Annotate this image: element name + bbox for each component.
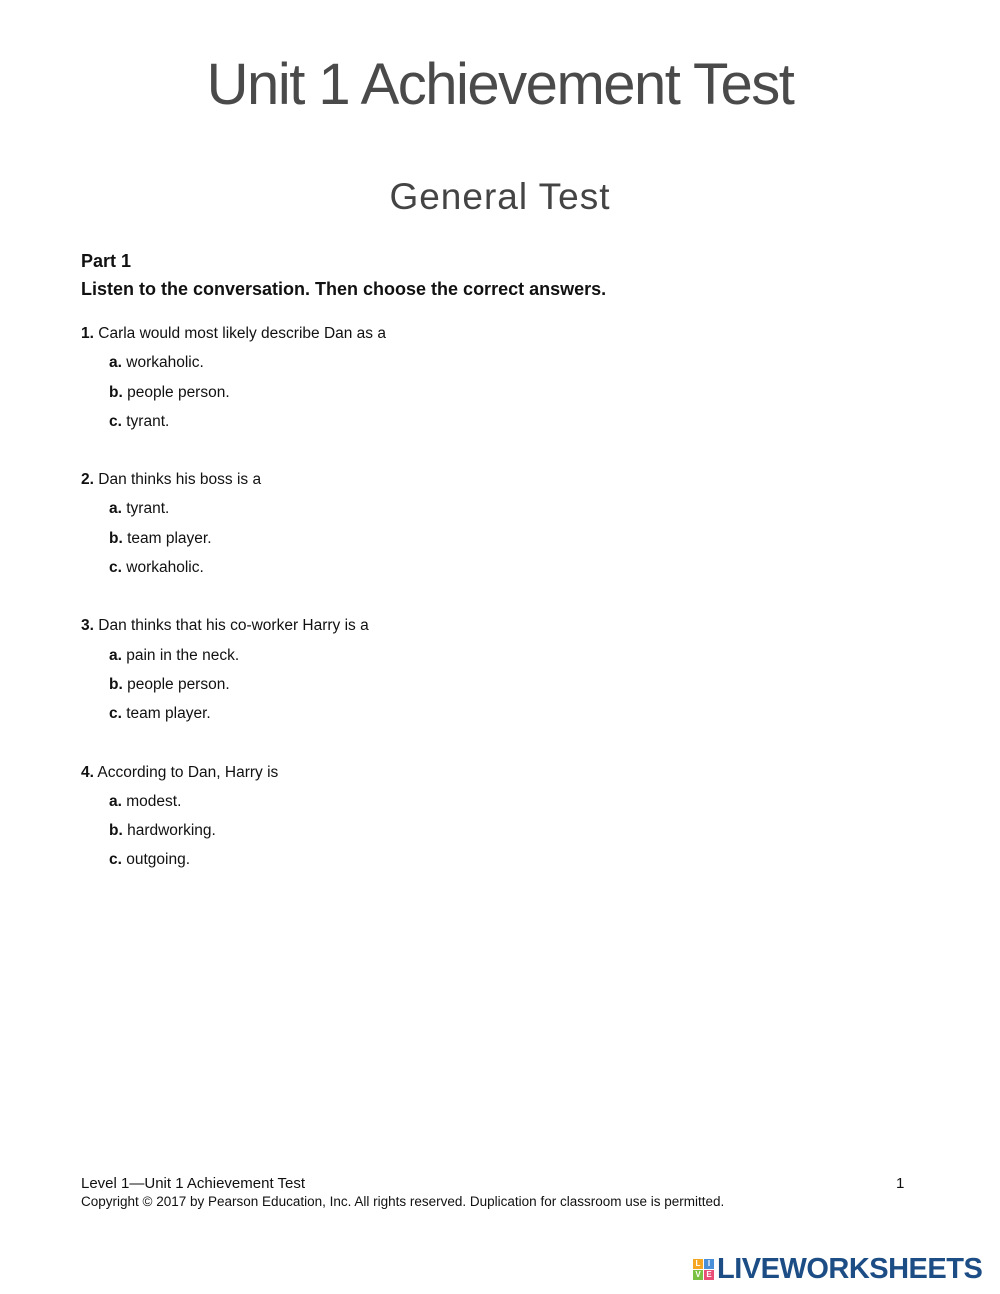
answer-option[interactable] <box>81 353 881 382</box>
option-letter: b. <box>109 822 123 840</box>
live-cube-icon <box>693 1259 714 1280</box>
option-text: workaholic. <box>126 354 204 372</box>
question-number: 1. <box>81 325 94 342</box>
instructions: Listen to the conversation. Then choose the correct answers. <box>81 279 607 299</box>
question-stem <box>81 763 881 792</box>
option-letter: c. <box>109 705 122 723</box>
question-4 <box>81 763 881 880</box>
question-number: 2. <box>81 471 94 489</box>
answer-option[interactable] <box>81 499 881 528</box>
question-stem <box>81 324 881 353</box>
option-text: team player. <box>127 529 212 547</box>
answer-option[interactable] <box>81 792 881 821</box>
option-letter: b. <box>109 675 123 693</box>
option-text: workaholic. <box>126 559 204 577</box>
option-text: outgoing. <box>126 851 191 869</box>
question-stem <box>81 616 881 645</box>
option-letter: b. <box>109 383 123 401</box>
logo-wordmark: LIVEWORKSHEETS <box>717 1252 983 1285</box>
copyright-notice: Copyright © 2017 by Pearson Education, Inc. All rights reserved. Duplication for classroom use is permitted. <box>81 1194 725 1209</box>
answer-option[interactable] <box>81 558 881 587</box>
option-text: people person. <box>127 675 230 693</box>
page-subtitle: General Test <box>389 176 611 217</box>
question-1 <box>81 324 881 441</box>
option-letter: a. <box>109 500 122 518</box>
option-text: hardworking. <box>127 822 216 840</box>
answer-option[interactable] <box>81 412 881 441</box>
question-stem <box>81 470 881 499</box>
part-label: Part 1 <box>81 251 132 271</box>
footer-test-name: Level 1—Unit 1 Achievement Test <box>81 1175 306 1192</box>
question-text: Dan thinks his boss is a <box>98 471 262 489</box>
option-text: tyrant. <box>126 500 170 518</box>
answer-option[interactable] <box>81 675 881 704</box>
option-letter: b. <box>109 529 123 547</box>
question-text: Dan thinks that his co-worker Harry is a <box>98 617 369 635</box>
question-2 <box>81 470 881 587</box>
answer-option[interactable] <box>81 821 881 850</box>
logo-mark-letter: I <box>704 1259 714 1269</box>
option-text: team player. <box>126 705 211 723</box>
logo-mark-letter: V <box>693 1270 703 1280</box>
option-letter: c. <box>109 412 122 430</box>
answer-option[interactable] <box>81 850 881 879</box>
question-text: According to Dan, Harry is <box>97 763 279 781</box>
question-list <box>81 324 881 909</box>
option-text: tyrant. <box>126 412 170 430</box>
answer-option[interactable] <box>81 529 881 558</box>
question-number: 4. <box>81 763 94 781</box>
option-text: pain in the neck. <box>126 646 240 664</box>
option-letter: a. <box>109 646 122 664</box>
answer-option[interactable] <box>81 383 881 412</box>
option-text: modest. <box>126 792 182 810</box>
page-title: Unit 1 Achievement Test <box>206 52 794 117</box>
answer-option[interactable] <box>81 704 881 733</box>
question-text: Carla would most likely describe Dan as a <box>98 325 386 342</box>
logo-mark-letter: L <box>693 1259 703 1269</box>
option-text: people person. <box>127 383 230 401</box>
logo-mark-letter: E <box>704 1270 714 1280</box>
page-number: 1 <box>896 1175 905 1192</box>
option-letter: a. <box>109 354 122 372</box>
question-number: 3. <box>81 617 94 635</box>
question-3 <box>81 616 881 733</box>
answer-option[interactable] <box>81 646 881 675</box>
liveworksheets-logo[interactable] <box>693 1254 982 1284</box>
option-letter: a. <box>109 792 122 810</box>
option-letter: c. <box>109 559 122 577</box>
option-letter: c. <box>109 851 122 869</box>
